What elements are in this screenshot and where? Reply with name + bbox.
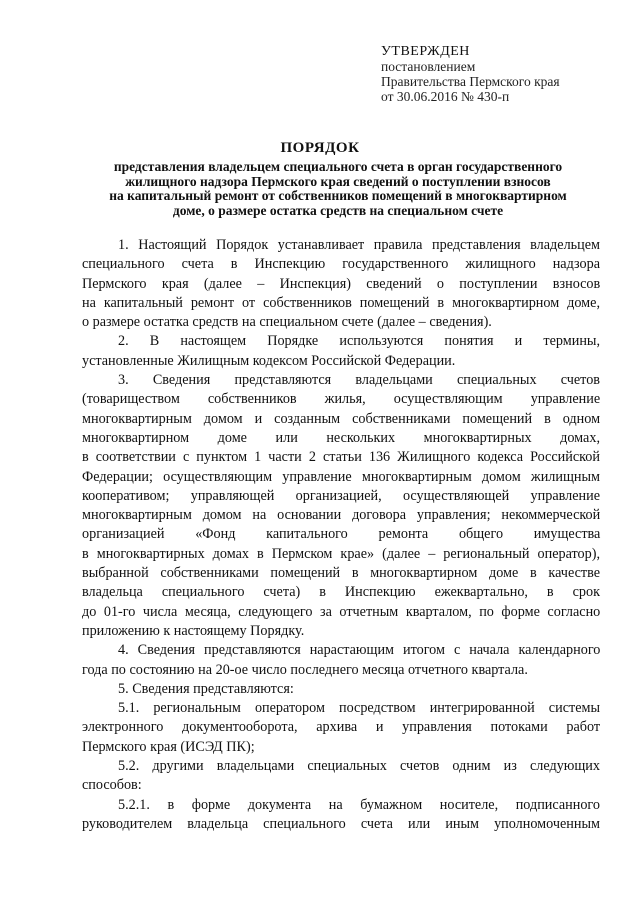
text-line: Пермского края (далее – Инспекция) сведений о поступлении взносов bbox=[82, 275, 601, 292]
paragraph-2 bbox=[82, 332, 600, 371]
text-line: 5. Сведения представляются: bbox=[118, 680, 294, 697]
text-line: в многоквартирных домах в Пермском крае» (далее – региональный оператор), bbox=[82, 545, 600, 562]
text-line: (товариществом собственников жилья, осуществляющим управление bbox=[82, 391, 601, 408]
subtitle-line: доме, о размере остатка средств на специальном счете bbox=[172, 202, 504, 218]
text-line: выбранной собственниками помещений в многоквартирном доме в качестве bbox=[82, 565, 601, 582]
subtitle-line: на капитальный ремонт от собственников помещений в многоквартирном bbox=[109, 188, 567, 203]
text-line: способов: bbox=[82, 777, 142, 794]
paragraph-5-1 bbox=[82, 699, 600, 757]
text-line: в соответствии с пунктом 1 части 2 статьи 136 Жилищного кодекса Российской bbox=[82, 449, 600, 466]
text-line: 1. Настоящий Порядок устанавливает правила представления владельцем bbox=[118, 237, 600, 253]
paragraph-5-2-1 bbox=[82, 796, 600, 835]
text-line: приложению к настоящему Порядку. bbox=[82, 622, 305, 639]
approval-line: от 30.06.2016 № 430-п bbox=[381, 89, 510, 104]
approval-block bbox=[381, 44, 621, 104]
text-line: многоквартирном доме или нескольких многоквартирных домах, bbox=[82, 429, 600, 446]
text-line: 4. Сведения представляются нарастающим итогом с начала календарного bbox=[118, 642, 601, 659]
subtitle-line: жилищного надзора Пермского края сведений о поступлении взносов bbox=[125, 173, 551, 189]
text-line: 3. Сведения представляются владельцами специальных счетов bbox=[118, 372, 600, 389]
text-line: электронного документооборота, архива и управления потоками работ bbox=[82, 719, 601, 736]
text-line: многоквартирным домом и созданным собственниками помещений в одном bbox=[82, 410, 601, 427]
text-line: до 01-го числа месяца, следующего за отчетным кварталом, по форме согласно bbox=[82, 603, 601, 620]
paragraph-3 bbox=[82, 371, 600, 641]
approval-heading: УТВЕРЖДЕН bbox=[381, 44, 470, 59]
document-title: ПОРЯДОК bbox=[280, 140, 360, 156]
text-line: 2. В настоящем Порядке используются понятия и термины, bbox=[118, 333, 600, 350]
document-subtitle bbox=[78, 160, 598, 218]
paragraph-5 bbox=[82, 680, 600, 699]
text-line: года по состоянию на 20-ое число последнего месяца отчетного квартала. bbox=[82, 661, 528, 678]
text-line: 5.1. региональным оператором посредством интегрированной системы bbox=[118, 700, 600, 717]
text-line: владельца специального счета) в Инспекцию ежеквартально, в срок bbox=[82, 584, 600, 601]
text-line: Пермского края (ИСЭД ПК); bbox=[82, 738, 255, 755]
paragraph-4 bbox=[82, 641, 600, 680]
text-line: Федерации; осуществляющим управление многоквартирным домом жилищным bbox=[82, 468, 600, 485]
subtitle-line: представления владельцем специального счета в орган государственного bbox=[113, 159, 563, 174]
approval-line: Правительства Пермского края bbox=[381, 74, 560, 89]
text-line: на капитальный ремонт от собственников помещений в многоквартирном доме, bbox=[82, 294, 600, 311]
paragraph-1 bbox=[82, 236, 600, 332]
text-line: 5.2.1. в форме документа на бумажном носителе, подписанного bbox=[118, 796, 600, 813]
text-line: руководителем владельца специального счета или иным уполномоченным bbox=[82, 815, 600, 832]
document-body bbox=[82, 236, 600, 834]
text-line: многоквартирным домом на основании договора управления; некоммерческой bbox=[82, 507, 601, 524]
approval-line: постановлением bbox=[381, 59, 476, 74]
paragraph-5-2 bbox=[82, 757, 600, 796]
text-line: о размере остатка средств на специальном счете (далее – сведения). bbox=[82, 314, 492, 331]
text-line: организацией «Фонд капитального ремонта общего имущества bbox=[82, 526, 601, 543]
text-line: специального счета в Инспекцию государственного жилищного надзора bbox=[82, 256, 600, 273]
text-line: 5.2. другими владельцами специальных счетов одним из следующих bbox=[118, 758, 600, 775]
text-line: установленные Жилищным кодексом Российской Федерации. bbox=[82, 352, 456, 369]
text-line: кооперативом; управляющей организацией, осуществляющей управление bbox=[82, 487, 600, 504]
